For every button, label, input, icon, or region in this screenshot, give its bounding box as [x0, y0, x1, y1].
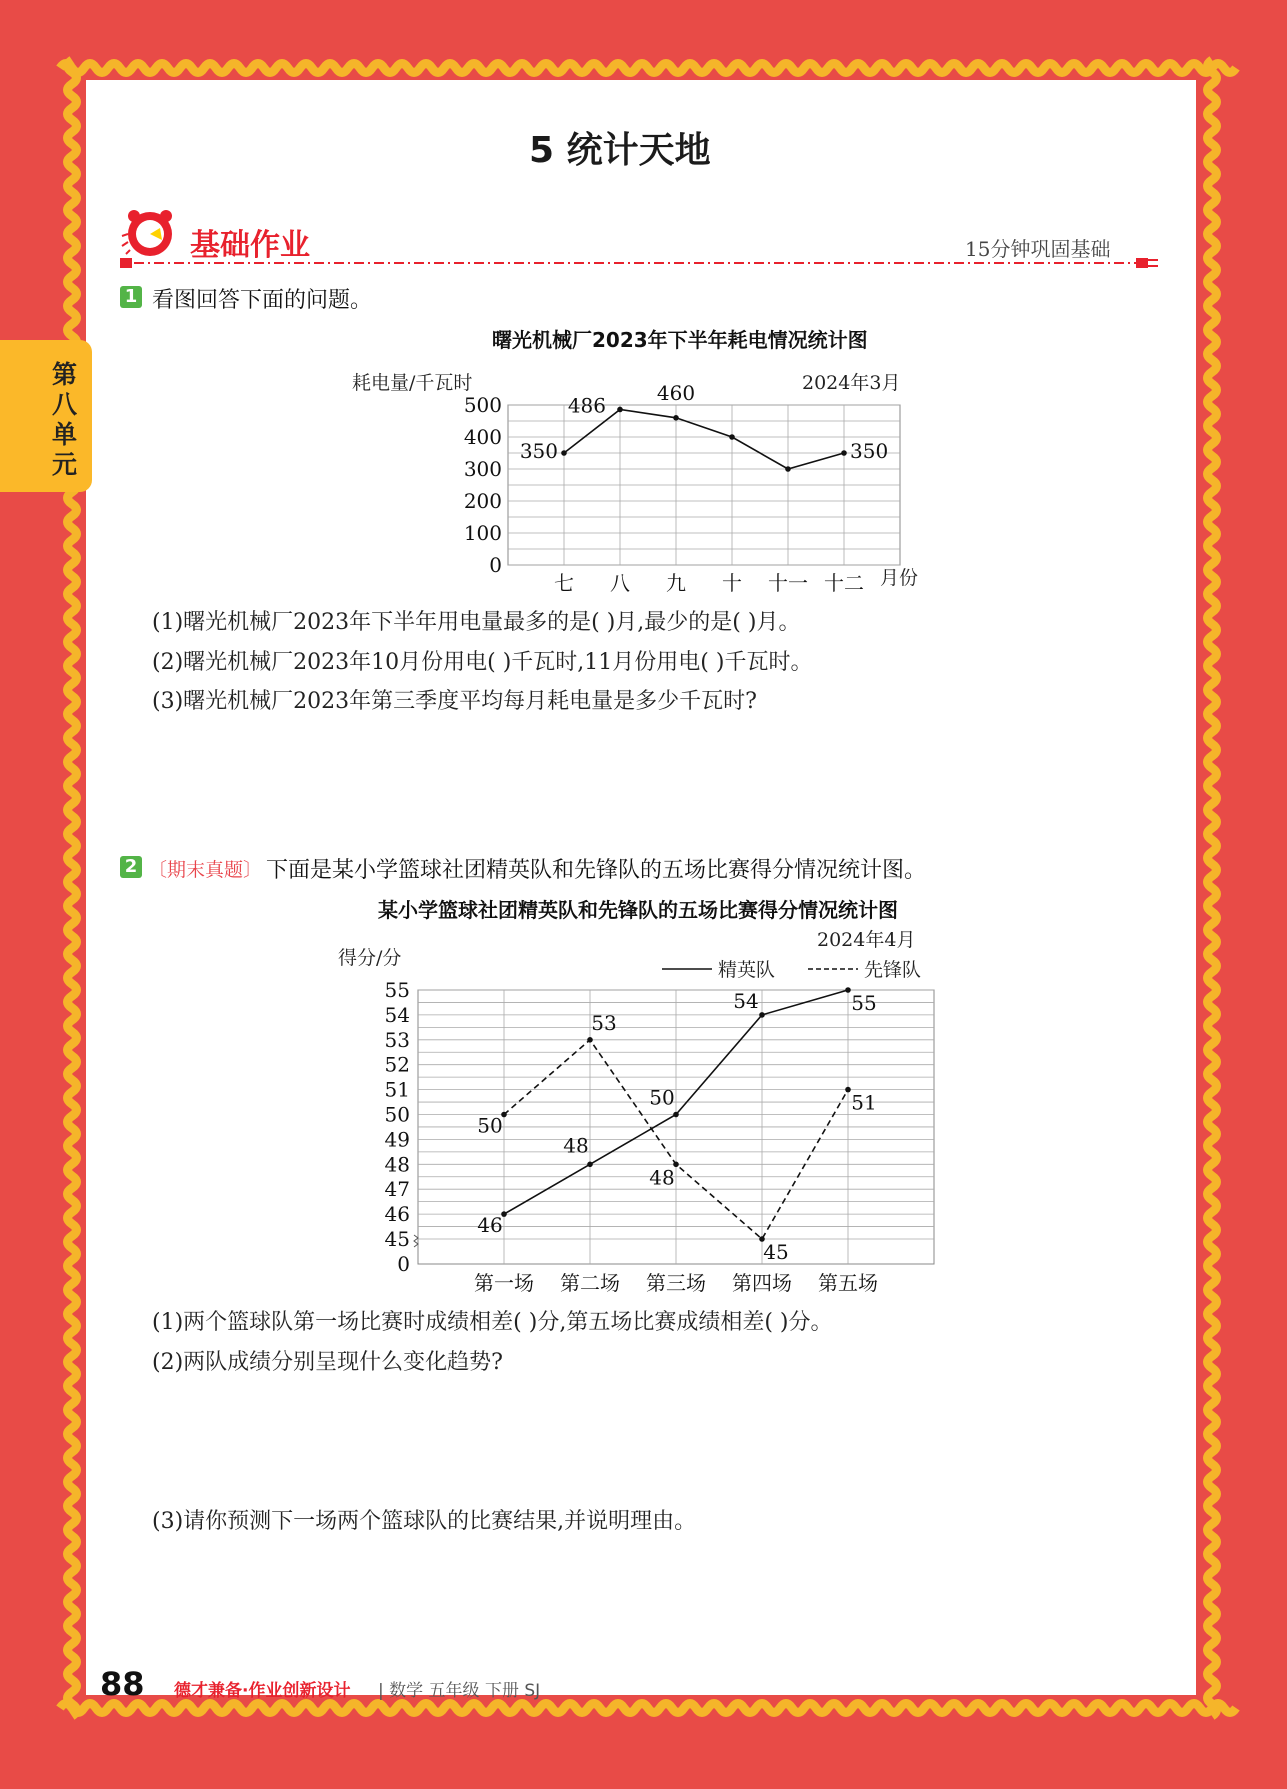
- chart1-data-point: [841, 450, 847, 456]
- chart2-data-label: 48: [649, 1165, 675, 1190]
- chart2-y-tick: 48: [384, 1152, 410, 1177]
- chart2-x-tick: 第四场: [732, 1271, 792, 1295]
- chart1-data-point: [561, 450, 567, 456]
- chart1-y-axis-label: 耗电量/千瓦时: [352, 372, 473, 394]
- chart2-data-label: 55: [851, 991, 877, 1015]
- legend-label-vanguard: 先锋队: [864, 959, 922, 981]
- chart1-y-tick: 300: [463, 457, 502, 481]
- chart1-data-label: 486: [567, 393, 606, 418]
- chart1-title: 曙光机械厂2023年下半年耗电情况统计图: [492, 328, 868, 352]
- chart1-y-tick: 500: [463, 393, 502, 417]
- q1-sub1: (1)曙光机械厂2023年下半年用电量最多的是( )月,最少的是( )月。: [152, 610, 801, 635]
- chart2-x-tick: 第一场: [474, 1271, 534, 1295]
- chart1-date: 2024年3月: [802, 372, 901, 394]
- chart2-y-tick: 50: [384, 1102, 410, 1127]
- chart1-x-tick: 七: [554, 571, 574, 595]
- chart2-y-tick: 52: [384, 1052, 410, 1077]
- q2-sub3: (3)请你预测下一场两个篮球队的比赛结果,并说明理由。: [152, 1509, 697, 1534]
- q2-sub2: (2)两队成绩分别呈现什么变化趋势?: [152, 1350, 503, 1375]
- chart1-x-tick: 九: [666, 571, 686, 595]
- chart2-legend: [662, 959, 921, 981]
- chart2-data-point: [845, 987, 851, 993]
- chart1-line-chart: [340, 360, 940, 595]
- q1-sub2: (2)曙光机械厂2023年10月份用电( )千瓦时,11月份用电( )千瓦时。: [152, 650, 813, 675]
- legend-label-elite: 精英队: [718, 959, 776, 981]
- chart2-data-label: 53: [591, 1010, 617, 1035]
- footer-brand: 德才兼备·作业创新设计: [174, 1681, 351, 1701]
- chart1-y-tick: 200: [463, 489, 502, 513]
- chart2-y-axis-label: 得分/分: [338, 947, 402, 969]
- page-sheet: [86, 80, 1196, 1695]
- chart2-data-point: [673, 1112, 679, 1118]
- q1-prompt: 看图回答下面的问题。: [152, 288, 373, 313]
- section-note: 15分钟巩固基础: [965, 237, 1111, 261]
- chart2-y-tick: 53: [384, 1027, 410, 1052]
- page-number: 88: [100, 1665, 145, 1703]
- chart1-series-line: [564, 409, 844, 469]
- page-title: 5 统计天地: [529, 130, 711, 171]
- q1-sub3: (3)曙光机械厂2023年第三季度平均每月耗电量是多少千瓦时?: [152, 689, 757, 714]
- chart2-data-label: 50: [649, 1085, 675, 1110]
- chart2-y-tick: 55: [384, 978, 410, 1002]
- chart1-y-tick: 0: [489, 553, 502, 577]
- chart2-data-point: [587, 1037, 593, 1043]
- chart2-y-tick: 47: [384, 1177, 410, 1202]
- chart2-y-tick: 49: [384, 1127, 410, 1152]
- chart1-y-tick: 100: [463, 521, 502, 545]
- chart2-data-label: 48: [563, 1133, 589, 1158]
- chart1-data-point: [729, 434, 735, 440]
- chart2-data-point: [845, 1087, 851, 1093]
- question-number-badge: 1: [120, 286, 142, 308]
- section-label: 基础作业: [190, 228, 310, 263]
- chart2-title: 某小学篮球社团精英队和先锋队的五场比赛得分情况统计图: [378, 898, 898, 922]
- chart2-y-tick: 51: [384, 1077, 410, 1102]
- chart1-x-tick: 八: [610, 571, 630, 595]
- chart2-data-label: 45: [763, 1240, 789, 1264]
- chart1-x-axis-label: 月份: [880, 567, 919, 589]
- footer-info: | 数学 五年级 下册 SJ: [378, 1681, 541, 1701]
- chart1-data-point: [785, 466, 791, 472]
- chart2-data-label: 46: [477, 1213, 503, 1238]
- chart2-x-tick: 第五场: [818, 1271, 878, 1295]
- question-number-badge: 2: [120, 856, 142, 878]
- chart2-data-label: 50: [477, 1113, 503, 1138]
- chart1-x-tick: 十二: [824, 571, 864, 595]
- chart1-y-tick: 400: [463, 425, 502, 449]
- chart2-axis-break: [414, 1235, 418, 1247]
- chart2-y-tick: 54: [384, 1002, 410, 1027]
- chart2-data-point: [759, 1012, 765, 1018]
- q2-source-tag: 〔期末真题〕: [148, 859, 263, 881]
- chart2-x-tick: 第三场: [646, 1271, 706, 1295]
- chart2-y-tick: 45: [384, 1227, 410, 1251]
- q2-prompt: 下面是某小学篮球社团精英队和先锋队的五场比赛得分情况统计图。: [266, 858, 927, 883]
- chart2-data-label: 54: [733, 988, 759, 1013]
- chart2-line-chart: [330, 922, 950, 1302]
- unit-tab-label: 第八单元: [52, 360, 78, 479]
- chart2-data-label: 51: [851, 1090, 877, 1115]
- chart2-x-tick: 第二场: [560, 1271, 620, 1295]
- chart1-data-point: [673, 415, 679, 421]
- chart1-data-label: 350: [519, 439, 558, 463]
- chart1-data-label: 460: [656, 380, 696, 405]
- chart2-date: 2024年4月: [817, 929, 916, 951]
- q2-sub1: (1)两个篮球队第一场比赛时成绩相差( )分,第五场比赛成绩相差( )分。: [152, 1310, 833, 1335]
- chart1-data-point: [617, 407, 623, 413]
- chart2-y-tick: 46: [384, 1202, 410, 1227]
- chart1-x-tick: 十一: [768, 571, 808, 595]
- chart1-x-tick: 十: [722, 571, 742, 595]
- chart1-data-label: 350: [850, 439, 889, 463]
- alarm-clock-icon: [118, 206, 178, 262]
- chart2-data-point: [587, 1162, 593, 1168]
- chart2-y-tick: 0: [397, 1252, 410, 1276]
- section-divider: [118, 256, 1160, 270]
